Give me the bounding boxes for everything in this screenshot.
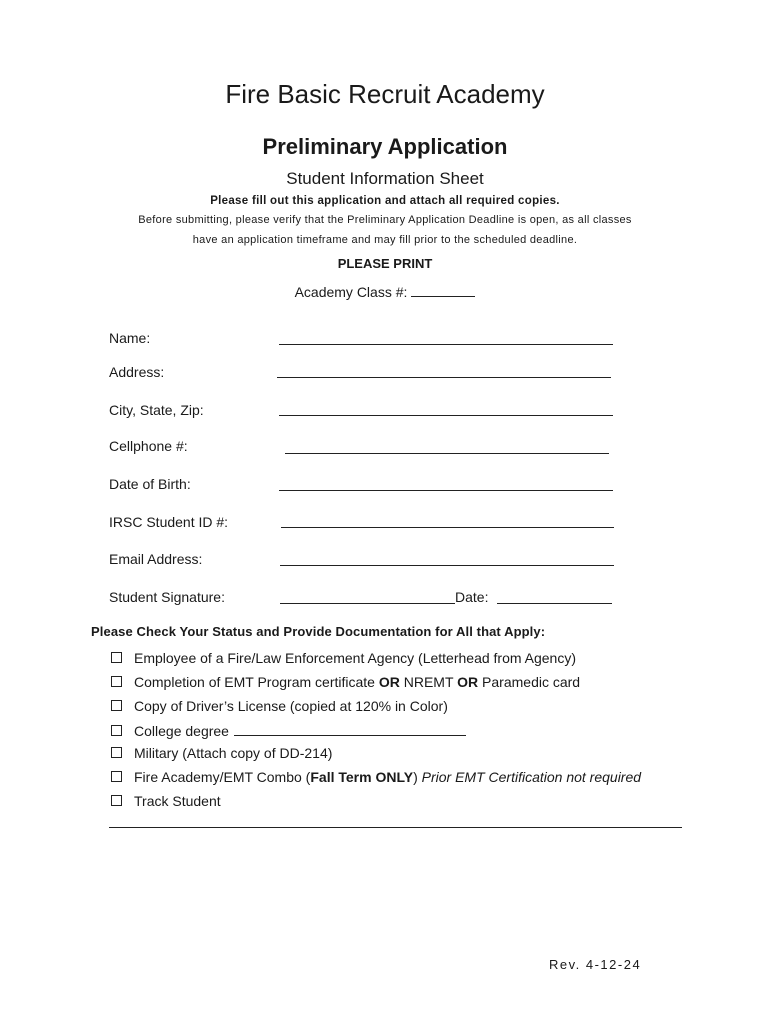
emt-or-1: OR <box>378 674 400 690</box>
cellphone-label: Cellphone #: <box>109 438 188 454</box>
checklist-item-military <box>111 745 332 761</box>
checklist-item-combo <box>111 769 641 785</box>
license-label: Copy of Driver’s License (copied at 120% in Color) <box>134 698 448 714</box>
form-title: Fire Basic Recruit Academy <box>225 79 545 109</box>
emt-label-part1: Completion of EMT Program certificate <box>134 674 379 690</box>
employee-checkbox[interactable] <box>111 652 122 663</box>
address-field[interactable] <box>277 377 611 378</box>
signature-label: Student Signature: <box>109 589 225 605</box>
combo-label-part2: ) <box>413 769 422 785</box>
track-checkbox[interactable] <box>111 795 122 806</box>
combo-italic-note: Prior EMT Certification not required <box>421 769 642 785</box>
academy-class-row <box>0 282 770 300</box>
college-checkbox[interactable] <box>111 725 122 736</box>
college-label: College degree <box>134 723 229 739</box>
dob-label: Date of Birth: <box>109 476 191 492</box>
revision-label: Rev. 4-12-24 <box>549 957 642 972</box>
emt-label-part3: Paramedic card <box>478 674 581 690</box>
date-field[interactable] <box>497 603 612 604</box>
deadline-note-line2: have an application timeframe and may fill prior to the scheduled deadline. <box>192 234 578 246</box>
address-label: Address: <box>109 364 165 380</box>
license-checkbox[interactable] <box>111 700 122 711</box>
city-state-zip-label: City, State, Zip: <box>109 402 204 418</box>
track-label: Track Student <box>134 793 221 809</box>
name-field[interactable] <box>279 344 613 345</box>
emt-or-2: OR <box>457 674 479 690</box>
checklist-item-emt <box>111 674 580 690</box>
college-degree-field[interactable] <box>234 721 466 736</box>
emt-label-part2: NREMT <box>399 674 458 690</box>
comments-line[interactable] <box>109 827 682 828</box>
checklist-item-track <box>111 793 221 809</box>
signature-field[interactable] <box>280 603 455 604</box>
combo-checkbox[interactable] <box>111 771 122 782</box>
military-label: Military (Attach copy of DD-214) <box>134 745 333 761</box>
dob-field[interactable] <box>279 490 613 491</box>
name-label: Name: <box>109 330 151 346</box>
email-field[interactable] <box>280 565 614 566</box>
student-id-field[interactable] <box>281 527 614 528</box>
checklist-item-college <box>111 721 466 739</box>
military-checkbox[interactable] <box>111 747 122 758</box>
combo-bold: Fall Term ONLY <box>310 769 414 785</box>
checklist-item-employee <box>111 650 576 666</box>
instruction-text: Please fill out this application and attach all required copies. <box>210 195 560 207</box>
status-heading: Please Check Your Status and Provide Documentation for All that Apply: <box>91 624 546 639</box>
combo-label-part1: Fire Academy/EMT Combo ( <box>134 769 311 785</box>
email-label: Email Address: <box>109 551 203 567</box>
cellphone-field[interactable] <box>285 453 609 454</box>
date-label: Date: <box>455 589 489 605</box>
city-state-zip-field[interactable] <box>279 415 613 416</box>
deadline-note-line1: Before submitting, please verify that the Preliminary Application Deadline is open, as all classes <box>138 214 632 226</box>
emt-checkbox[interactable] <box>111 676 122 687</box>
student-id-label: IRSC Student ID #: <box>109 514 229 530</box>
sheet-name: Student Information Sheet <box>286 169 484 188</box>
employee-label: Employee of a Fire/Law Enforcement Agency (Letterhead from Agency) <box>134 650 577 666</box>
print-notice: PLEASE PRINT <box>337 256 433 271</box>
form-subtitle: Preliminary Application <box>262 134 508 159</box>
academy-class-label: Academy Class #: <box>294 284 408 300</box>
academy-class-field[interactable] <box>411 282 475 297</box>
checklist-item-license <box>111 698 448 714</box>
